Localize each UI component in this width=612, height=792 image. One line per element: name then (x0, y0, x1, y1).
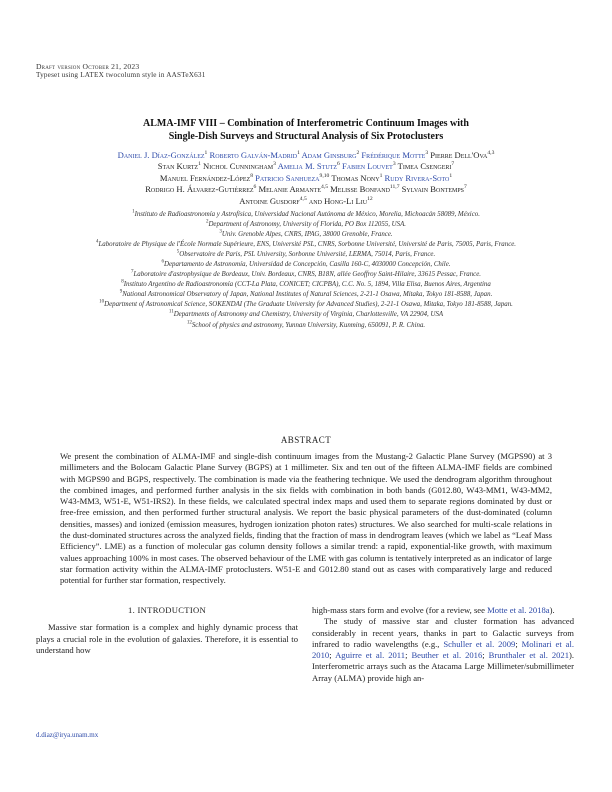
affiliation-item (30, 240, 582, 249)
affiliation-sup: 11 (168, 310, 174, 316)
author-line-5 (30, 196, 582, 207)
citation-link[interactable]: Aguirre et al. 2011 (335, 650, 406, 661)
author-sup: 1 (379, 172, 383, 179)
author-line-2 (30, 161, 582, 172)
author-name[interactable]: Pierre Dell'Ova (430, 150, 488, 160)
affiliation-sup: 8 (121, 280, 124, 286)
citation-link[interactable]: Beuther et al. 2016 (411, 650, 483, 661)
affiliation-sup: 10 (99, 300, 105, 306)
author-name[interactable]: Melisse Bonfand (330, 184, 390, 195)
intro-right-paragraph-1 (312, 605, 574, 616)
citation-link[interactable]: Motte et al. 2018a (487, 605, 550, 615)
author-sup: 7 (451, 161, 455, 168)
author-and: and (308, 195, 322, 206)
author-sup: 11,7 (389, 184, 400, 191)
author-sup: 8 (250, 172, 253, 179)
author-list (30, 150, 582, 207)
affiliation-item (30, 210, 582, 219)
text-run: ). (549, 605, 555, 615)
affiliation-item (30, 310, 582, 319)
affiliation-item (30, 260, 582, 269)
right-column (312, 605, 574, 684)
affiliation-sup: 1 (132, 209, 135, 215)
draft-version-line: Draft version October 21, 2023 (36, 62, 140, 71)
affiliation-text: Observatoire de Paris, PSL University, Sorbonne Université, LERMA, 75014, Paris, France. (179, 251, 436, 259)
author-name[interactable]: Amelia M. Stutz (277, 161, 338, 172)
author-sup: 12 (367, 195, 373, 202)
author-name[interactable]: Frédérique Motte (361, 150, 426, 160)
author-sup: 2 (356, 150, 360, 157)
affiliation-text: Department of Astronomy, University of Florida, PO Box 112055, USA. (208, 221, 407, 229)
affiliation-sup: 12 (186, 320, 192, 326)
affiliation-item (30, 280, 582, 289)
author-name[interactable]: Daniel J. Díaz-González (117, 150, 205, 160)
affiliation-sup: 9 (119, 290, 123, 296)
text-run: ; (482, 650, 489, 661)
text-run: ; (329, 650, 336, 661)
author-line-4 (30, 184, 582, 195)
affiliation-sup: 4 (95, 239, 99, 245)
author-sup: 6 (337, 161, 340, 168)
author-name[interactable]: Hong-Li Liu (324, 195, 368, 206)
author-name[interactable]: Sylvain Bontemps (401, 184, 464, 195)
affiliation-text: Departamento de Astronomía, Universidad de Concepción, Casilla 160-C, 4030000 Concepción, Chile. (163, 261, 451, 269)
title-line-1: ALMA-IMF VIII – Combination of Interferometric Continuum Images with (143, 118, 469, 129)
affiliation-text: Laboratoire d'astrophysique de Bordeaux, Univ. Bordeaux, CNRS, B18N, allée Geoffroy Saint-Hilaire, 33615 Pessac, France. (133, 271, 482, 279)
typeset-line: Typeset using LATEX twocolumn style in AASTeX631 (36, 71, 206, 79)
author-name[interactable]: Adam Ginsburg (301, 150, 357, 160)
author-sup: 1 (204, 150, 208, 157)
author-name[interactable]: Antoine Gusdorf (239, 195, 300, 206)
affiliation-text: Laboratoire de Physique de l'École Normale Supérieure, ENS, Université PSL, CNRS, Sorbonne Université, Université de Paris, 75005, Paris, France. (98, 241, 517, 249)
abstract-heading: ABSTRACT (280, 435, 332, 445)
text-run: ; (515, 638, 522, 649)
author-sup: 1 (198, 161, 201, 168)
intro-right-paragraph-2 (312, 616, 574, 684)
intro-heading: 1. INTRODUCTION (127, 605, 207, 615)
affiliation-text: Instituto Argentino de Radioastronomía (CCT-La Plata, CONICET; CICPBA), C.C. No. 5, 1894, Villa Elisa, Buenos Aires, Argentina (123, 281, 491, 289)
author-sup: 4,5 (299, 195, 307, 202)
citation-link[interactable]: Brunthaler et al. 2021 (488, 650, 570, 661)
author-name[interactable]: Stan Kurtz (157, 161, 199, 172)
affiliation-sup: 7 (130, 269, 134, 275)
citation-link[interactable]: Molinari et al. 2010 (312, 638, 574, 661)
author-sup: 9,10 (319, 172, 330, 179)
affiliation-item (30, 270, 582, 279)
author-name[interactable]: Nichol Cunningham (203, 161, 274, 172)
text-run: high-mass stars form and evolve (for a review, see (312, 605, 488, 615)
author-name[interactable]: Rodrigo H. Álvarez-Gutiérrez (145, 184, 254, 195)
author-sup: 3 (425, 150, 429, 157)
author-sup: 4,3 (487, 150, 495, 157)
affiliation-text: Departments of Astronomy and Chemistry, University of Virginia, Charlottesville, VA 22904, USA (173, 311, 444, 319)
author-name[interactable]: Manuel Fernández-López (159, 172, 251, 183)
abstract-text: We present the combination of ALMA-IMF and single-dish continuum images from the Mustang-2 Galactic Plane Survey (MGPS90) at 3 millimeters and the Bolocam Galactic Plane Survey (BGPS) at 1 millimeter. Six and ten out of the fifteen ALMA-IMF fields are combined with MGPS90 and BGPS, respectively. The combination is made via the feathering technique. We used the dendrogram algorithm throughout the combined images, and performed further analysis in the six fields with combination in both bands (G012.80, W43-MM1, W43-MM2, W43-MM3, W51-E, W51-IRS2). In these fields, we calculated spectral index maps and used them to separate regions dominated by dust or free-free emission, and then performed further structural analysis. We report the basic physical parameters of the dust-dominated (column densities, masses) and ionized (emission measures, hydrogen ionization photon rates) structures. We also searched for multi-scale relations in the dust-dominated structures across the analyzed fields, finding that the fraction of mass in dendrogram leaves (which we label as “Leaf Mass Efficiency”. LME) as a function of molecular gas column density follows a similar trend: a rapid, exponential-like growth, with maximum values approaching 100% in most cases. The observed behaviour of the LME with gas column is tentatively interpreted as an indicator of large star formation activity within the ALMA-IMF protoclusters. W51-E and G012.80 stand out as cases with comparatively large and reduced potential for further star formation, respectively. (60, 451, 552, 586)
affiliation-sup: 6 (161, 259, 164, 265)
affiliation-text: School of physics and astronomy, Yunnan University, Kunming, 650091, P. R. China. (191, 321, 426, 329)
author-line-1 (30, 150, 582, 161)
affiliation-text: Univ. Grenoble Alpes, CNRS, IPAG, 38000 Grenoble, France. (221, 231, 393, 239)
author-sup: 7 (464, 184, 467, 191)
affiliation-item (30, 250, 582, 259)
affiliation-item (30, 220, 582, 229)
affiliation-sup: 2 (205, 219, 209, 225)
affiliation-item (30, 230, 582, 239)
author-name[interactable]: Thomas Nony (331, 172, 380, 183)
author-name[interactable]: Patricio Sanhueza (255, 172, 320, 183)
author-sup: 1 (449, 172, 453, 179)
author-name[interactable]: Timea Csengeri (397, 161, 452, 172)
text-run: The study of massive star and cluster formation has advanced considerably in recent years, thanks in part to Galactic surveys from infrared to radio wavelengths (e.g., (312, 616, 574, 649)
affiliation-sup: 3 (219, 229, 222, 235)
citation-link[interactable]: Schuller et al. 2009 (443, 638, 516, 649)
corresponding-email[interactable]: d.diaz@irya.unam.mx (36, 731, 99, 739)
author-name[interactable]: Melanie Armante (258, 184, 321, 195)
intro-left-paragraph: Massive star formation is a complex and highly dynamic process that plays a crucial role in the evolution of galaxies. Therefore, it is essential to understand how (36, 622, 298, 655)
author-sup: 6 (253, 184, 257, 191)
author-line-3 (30, 173, 582, 184)
author-sup: 3 (273, 161, 276, 168)
draft-header (36, 62, 206, 80)
affiliation-text: National Astronomical Observatory of Japan, National Institutes of Natural Sciences, 2-21-1 Osawa, Mitaka, Tokyo 181-8588, Japan. (122, 291, 493, 299)
affiliation-list (30, 210, 582, 331)
text-run: ). Interferometric arrays such as the Atacama Large Millimeter/submillimeter Array (ALMA) provide high an- (312, 650, 575, 683)
author-sup: 3 (392, 161, 396, 168)
text-run: ; (405, 650, 412, 661)
affiliation-text: Instituto de Radioastronomía y Astrofísica, Universidad Nacional Autónoma de México, Morelia, Michoacán 58089, México. (134, 211, 480, 218)
paper-title (0, 118, 612, 143)
author-sup: 4,5 (321, 184, 328, 191)
affiliation-item (30, 321, 582, 330)
affiliation-item (30, 290, 582, 299)
affiliation-sup: 5 (176, 249, 180, 255)
affiliation-item (30, 300, 582, 309)
affiliation-text: Department of Astronomical Science, SOKENDAI (The Graduate University for Advanced Studies), 2-21-1 Osawa, Mitaka, Tokyo 181-8588, Japan. (104, 301, 513, 309)
author-name[interactable]: Roberto Galván-Madrid (209, 150, 298, 160)
left-column (36, 605, 298, 656)
author-name[interactable]: Fabien Louvet (341, 161, 393, 172)
author-name[interactable]: Rudy Rivera-Soto (384, 172, 450, 183)
title-line-2: Single-Dish Surveys and Structural Analysis of Six Protoclusters (168, 130, 444, 142)
author-sup: 1 (297, 150, 300, 157)
